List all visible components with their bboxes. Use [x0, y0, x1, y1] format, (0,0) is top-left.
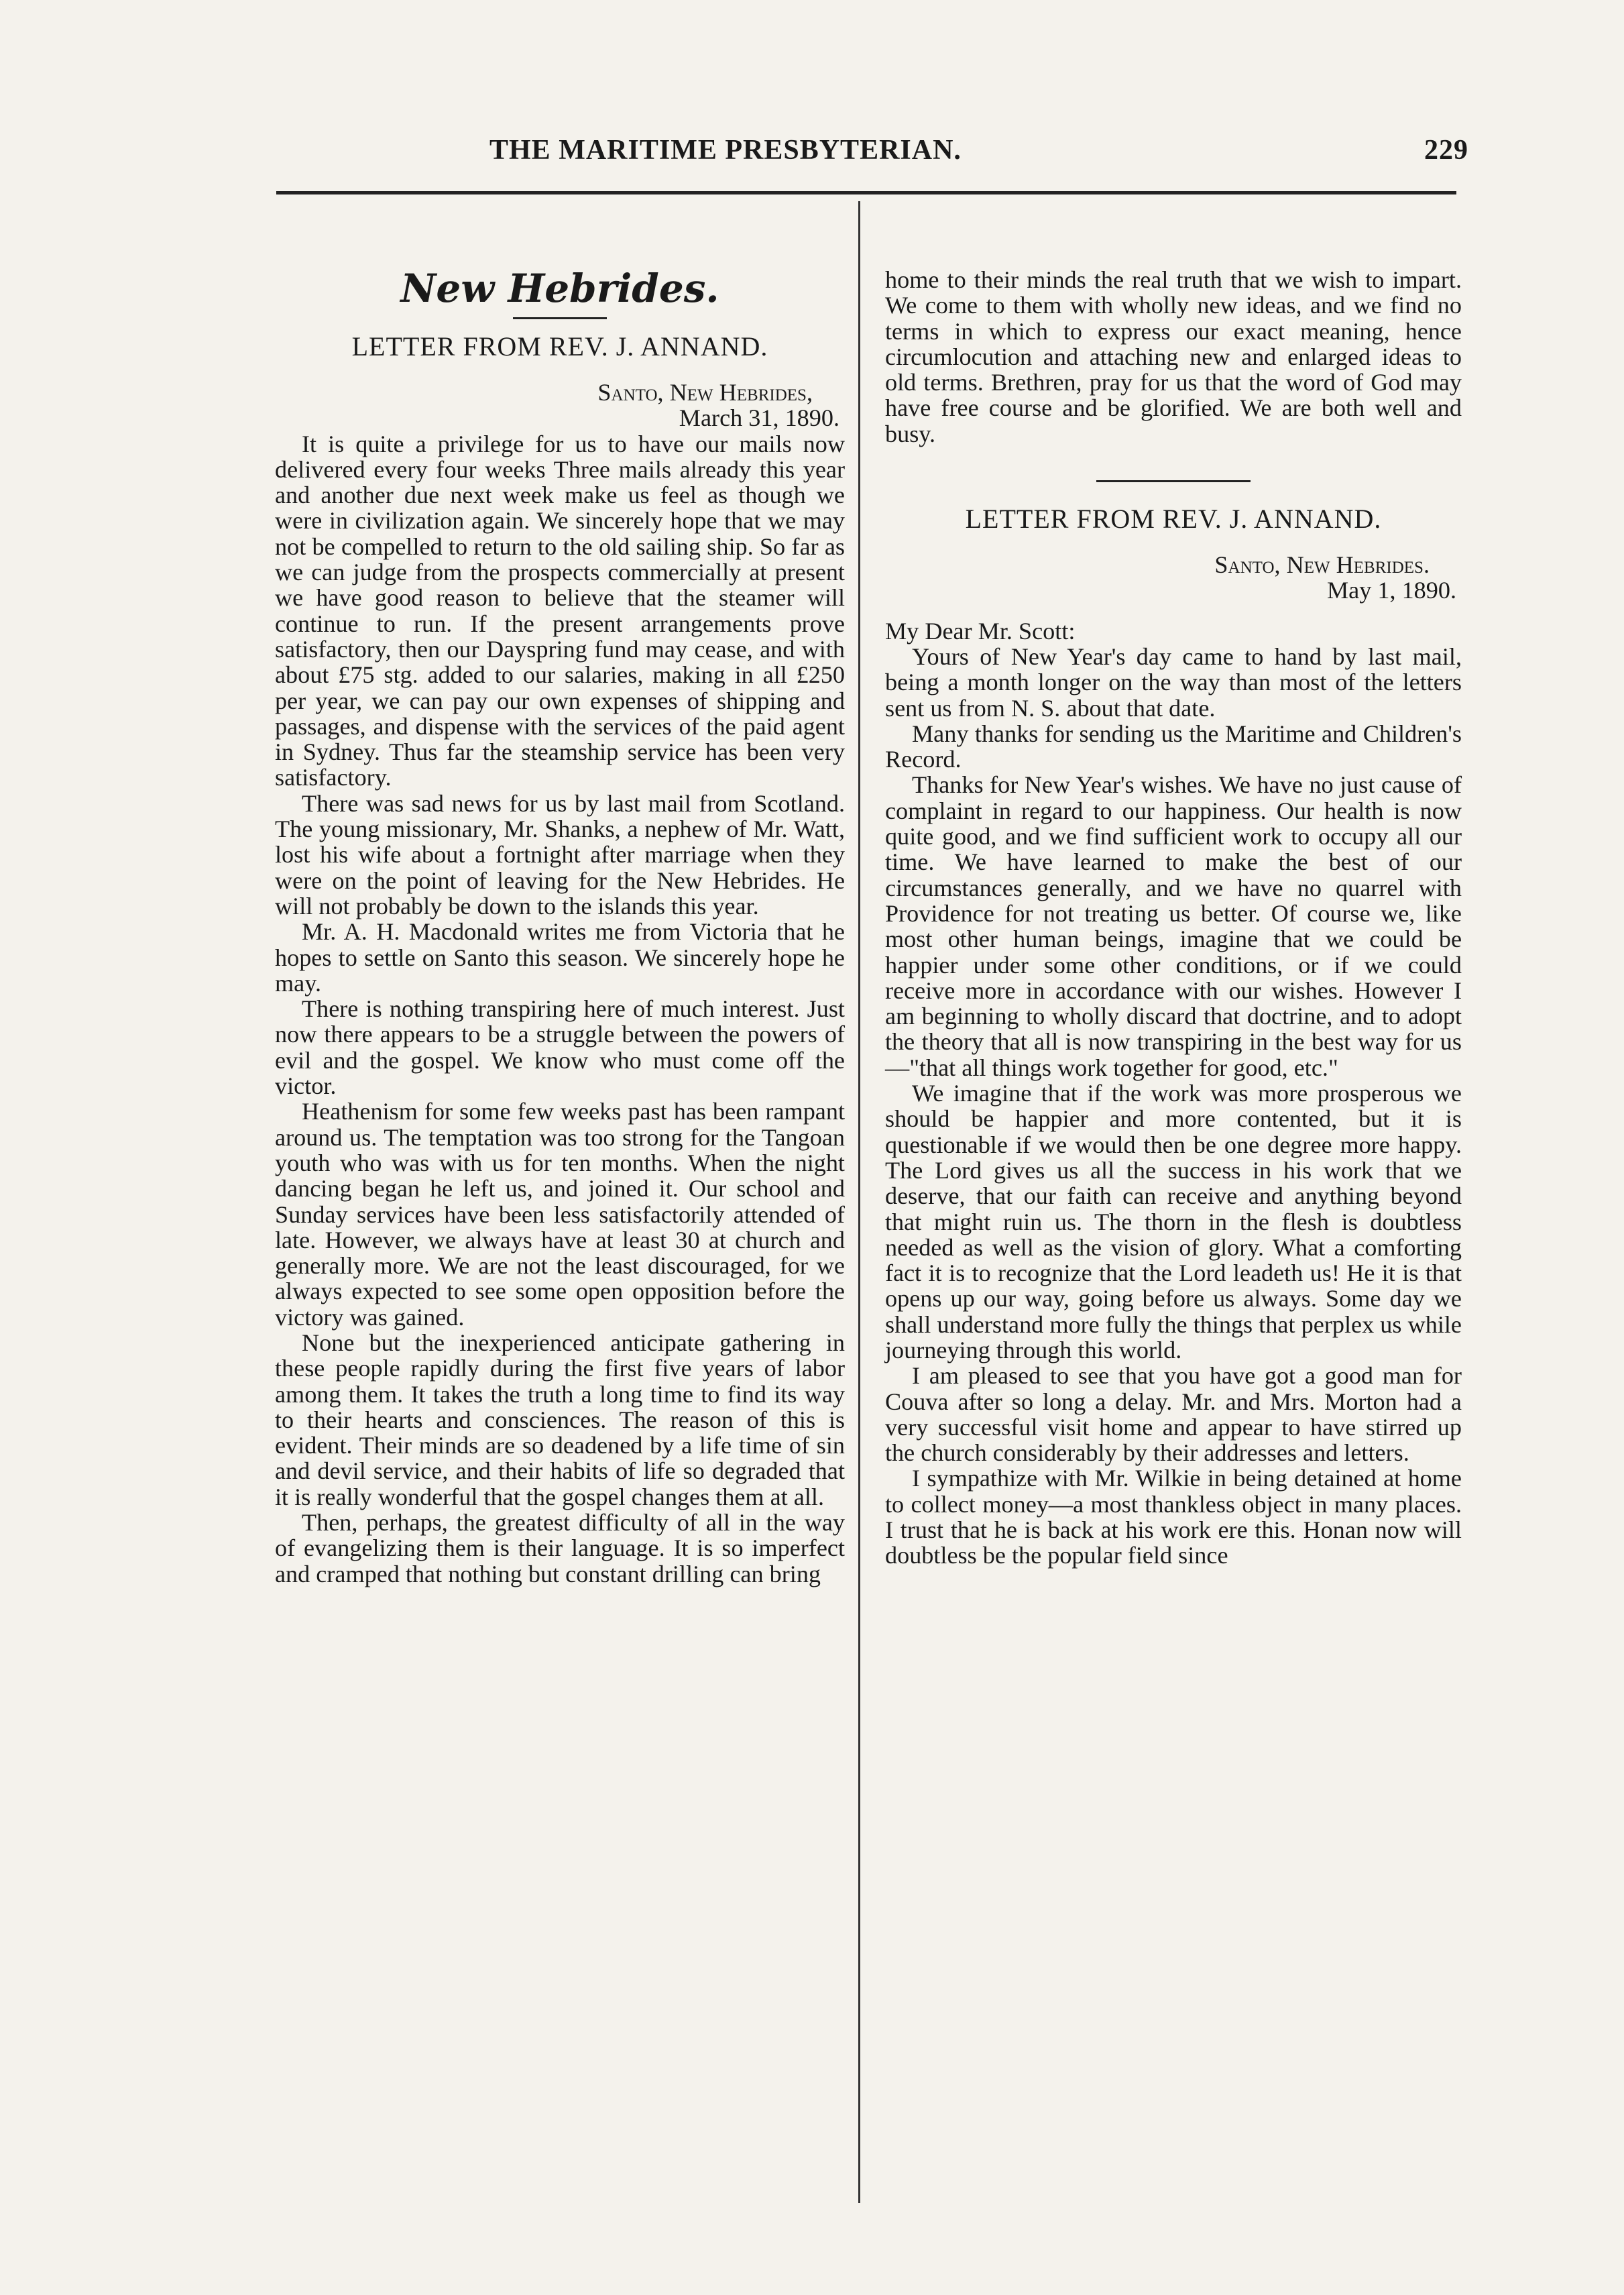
letter1-paragraph: Mr. A. H. Macdonald writes me from Victoria that he hopes to settle on Santo this season. We sincerely hope he may.: [275, 918, 845, 997]
journal-title: THE MARITIME PRESBYTERIAN.: [489, 135, 962, 166]
left-column: [275, 265, 845, 1587]
letter1-paragraph: There was sad news for us by last mail from Scotland. The young missionary, Mr. Shanks, a nephew of Mr. Watt, lost his wife about a fortnight after marriage when they were on the point of leaving for the New Hebrides. He will not probably be down to the islands this year.: [275, 789, 845, 919]
column-divider: [858, 201, 860, 2203]
letter2-paragraph: I am pleased to see that you have got a good man for Couva after so long a delay. Mr. and Mrs. Morton had a very successful visit home and appear to have stirred up the church considerably by their addresses and letters.: [885, 1362, 1462, 1467]
page-number: 229: [1424, 135, 1468, 166]
letter2-paragraph: I sympathize with Mr. Wilkie in being detained at home to collect money—a most thankless object in many places. I trust that he is back at his work ere this. Honan now will doubtless be the popular field since: [885, 1465, 1462, 1569]
letter1-paragraph: Then, perhaps, the greatest difficulty of all in the way of evangelizing them is their language. It is so imperfect and cramped that nothing but constant drilling can bring: [275, 1509, 845, 1587]
letter2-paragraph: Yours of New Year's day came to hand by last mail, being a month longer on the way than most of the letters sent us from N. S. about that date.: [885, 642, 1462, 722]
letter1-paragraph: It is quite a privilege for us to have our mails now delivered every four weeks Three mails already this year and another due next week make us feel as though we were in civilization again. We sincerely hope that we may not be compelled to return to the old sailing ship. So far as we can judge from the prospects commercially at present we have good reason to believe that the steamer will continue to run. If the present arrangements prove satisfactory, then our Dayspring fund may cease, and with about £75 stg. added to our salaries, making in all £250 per year, we can pay our own expenses of shipping and passages, and dispense with the services of the paid agent in Sydney. Thus far the steamship service has been very satisfactory.: [275, 430, 845, 791]
letter2-paragraph: We imagine that if the work was more prosperous we should be happier and more contented, but it is questionable if we would then be one degree more happy. The Lord gives us all the success in his work that we deserve, that our faith can receive and anything beyond that might ruin us. The thorn in the flesh is doubtless needed as well as the vision of glory. What a comforting fact it is to recognize that the Lord leadeth us! He it is that opens up our way, going before us always. Some day we shall understand more fully the things that perplex us while journeying through this world.: [885, 1080, 1462, 1363]
letter1-paragraph: None but the inexperienced anticipate gathering in these people rapidly during the first five years of labor among them. It takes the truth a long time to find its way to their hearts and consciences. The reason of this is evident. Their minds are so deadened by a life time of sin and devil service, and their habits of life so degraded that it is really wonderful that the gospel changes them at all.: [275, 1329, 845, 1510]
letter2-place: Santo, New Hebrides.: [1214, 551, 1430, 579]
letter2-salutation: My Dear Mr. Scott:: [885, 617, 1076, 645]
section-rule: [513, 317, 607, 319]
section-heading: New Hebrides.: [400, 266, 719, 311]
letter2-date: May 1, 1890.: [1327, 577, 1456, 604]
letter1-paragraph: Heathenism for some few weeks past has been rampant around us. The temptation was too strong for the Tangoan youth who was with us for ten months. When the night dancing began he left us, and joined it. Our school and Sunday services have been less satisfactorily attended of late. However, we always have at least 30 at church and generally more. We are not the least discouraged, for we always expected to see some open opposition before the victory was gained.: [275, 1098, 845, 1331]
letter2-title: LETTER FROM REV. J. ANNAND.: [965, 504, 1382, 535]
letter1-title: LETTER FROM REV. J. ANNAND.: [351, 331, 768, 361]
letter1-paragraph: There is nothing transpiring here of much interest. Just now there appears to be a struggle between the powers of evil and the gospel. We know who must come off the victor.: [275, 995, 845, 1100]
letter2-dateline: [885, 552, 1462, 604]
letter2-paragraph: Thanks for New Year's wishes. We have no just cause of complaint in regard to our happiness. Our health is now quite good, and we find sufficient work to occupy all our time. We have learned to make the best of our circumstances generally, and we have no quarrel with Providence for not treating us better. Of course we, like most other human beings, imagine that we could be happier under some other conditions, or if we could receive more in accordance with our wishes. However I am beginning to wholly discard that doctrine, and to adopt the theory that all is now transpiring in the best way for us—"that all things work together for good, etc.": [885, 771, 1462, 1081]
letter1-date: March 31, 1890.: [679, 404, 839, 432]
right-column: [885, 267, 1462, 1569]
letter-separator-rule: [1096, 480, 1251, 482]
header-rule: [276, 191, 1456, 194]
letter1-paragraph-continued: home to their minds the real truth that we wish to impart. We come to them with wholly new ideas, and we find no terms in which to express our exact meaning, hence circumlocution and attaching new and enlarged ideas to old terms. Brethren, pray for us that the word of God may have free course and be glorified. We are both well and busy.: [885, 266, 1462, 447]
letter1-place: Santo, New Hebrides,: [597, 379, 813, 406]
letter1-dateline: [275, 380, 845, 431]
letter2-paragraph: Many thanks for sending us the Maritime and Children's Record.: [885, 720, 1462, 773]
running-head: [268, 134, 1468, 181]
